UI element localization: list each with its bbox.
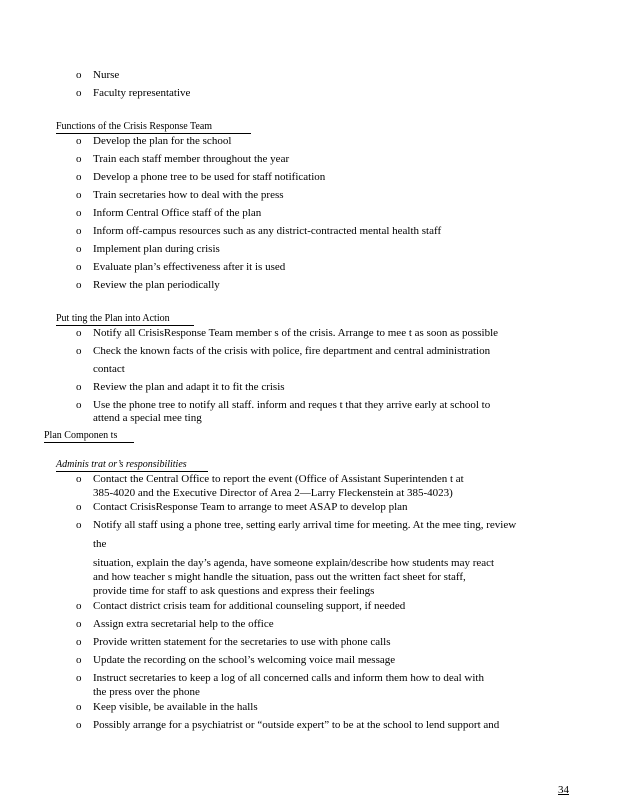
- list-item-text: Use the phone tree to notify all staff. inform and reques t that they arrive early at school to: [93, 399, 491, 411]
- bullet: o: [76, 225, 82, 237]
- bullet: o: [76, 279, 82, 291]
- bullet: o: [76, 473, 82, 485]
- bullet: o: [76, 519, 82, 531]
- bullet: o: [76, 636, 82, 648]
- list-item-text: Implement plan during crisis: [93, 243, 220, 255]
- list-item-text: Faculty representative: [93, 87, 191, 99]
- list-item-text: Keep visible, be available in the halls: [93, 701, 258, 713]
- section-heading-functions: Functions of the Crisis Response Team: [56, 121, 251, 134]
- bullet: o: [76, 345, 82, 357]
- bullet: o: [76, 135, 82, 147]
- bullet: o: [76, 381, 82, 393]
- bullet: o: [76, 243, 82, 255]
- bullet: o: [76, 69, 82, 81]
- bullet: o: [76, 153, 82, 165]
- page-number: 34: [558, 784, 569, 796]
- subsection-heading-admin: Adminis trat or’s responsibilities: [56, 459, 208, 472]
- bullet: o: [76, 189, 82, 201]
- list-item-text: 385-4020 and the Executive Director of Area 2—Larry Fleckenstein at 385-4023): [93, 487, 453, 499]
- list-item-text: the press over the phone: [93, 686, 200, 698]
- list-item-text: the: [93, 538, 107, 550]
- bullet: o: [76, 654, 82, 666]
- list-item-text: Update the recording on the school’s welcoming voice mail message: [93, 654, 396, 666]
- list-item-text: Develop the plan for the school: [93, 135, 232, 147]
- list-item-text: situation, explain the day’s agenda, have someone explain/describe how students may react: [93, 557, 495, 569]
- bullet: o: [76, 399, 82, 411]
- list-item-text: Notify all staff using a phone tree, setting early arrival time for meeting. At the mee ting, review: [93, 519, 517, 531]
- list-item-text: attend a special mee ting: [93, 412, 202, 424]
- list-item-text: Inform off-campus resources such as any district-contracted mental health staff: [93, 225, 442, 237]
- list-item-text: Contact district crisis team for additional counseling support, if needed: [93, 600, 406, 612]
- bullet: o: [76, 171, 82, 183]
- list-item-text: Check the known facts of the crisis with police, fire department and central administration: [93, 345, 491, 357]
- list-item-text: Nurse: [93, 69, 120, 81]
- list-item-text: Train secretaries how to deal with the press: [93, 189, 284, 201]
- list-item-text: Contact the Central Office to report the event (Office of Assistant Superintenden t at: [93, 473, 464, 485]
- bullet: o: [76, 261, 82, 273]
- bullet: o: [76, 701, 82, 713]
- list-item-text: contact: [93, 363, 125, 375]
- list-item-text: Assign extra secretarial help to the office: [93, 618, 274, 630]
- list-item-text: and how teacher s might handle the situation, pass out the written fact sheet for staff,: [93, 571, 466, 583]
- list-item-text: Provide written statement for the secretaries to use with phone calls: [93, 636, 391, 648]
- list-item-text: Review the plan periodically: [93, 279, 220, 291]
- list-item-text: provide time for staff to ask questions and express their feelings: [93, 585, 375, 597]
- list-item-text: Inform Central Office staff of the plan: [93, 207, 262, 219]
- list-item-text: Instruct secretaries to keep a log of all concerned calls and inform them how to deal with: [93, 672, 484, 684]
- list-item-text: Develop a phone tree to be used for staff notification: [93, 171, 326, 183]
- bullet: o: [76, 207, 82, 219]
- list-item-text: Contact CrisisResponse Team to arrange to meet ASAP to develop plan: [93, 501, 408, 513]
- list-item-text: Notify all CrisisResponse Team member s of the crisis. Arrange to mee t as soon as possible: [93, 327, 499, 339]
- list-item-text: Review the plan and adapt it to fit the crisis: [93, 381, 285, 393]
- bullet: o: [76, 501, 82, 513]
- section-heading-components: Plan Componen ts: [44, 430, 134, 443]
- list-item-text: Train each staff member throughout the year: [93, 153, 290, 165]
- bullet: o: [76, 327, 82, 339]
- bullet: o: [76, 618, 82, 630]
- bullet: o: [76, 672, 82, 684]
- list-item-text: Possibly arrange for a psychiatrist or “outside expert” to be at the school to lend support and: [93, 719, 500, 731]
- section-heading-putting: Put ting the Plan into Action: [56, 313, 194, 326]
- bullet: o: [76, 719, 82, 731]
- bullet: o: [76, 600, 82, 612]
- list-item-text: Evaluate plan’s effectiveness after it is used: [93, 261, 286, 273]
- bullet: o: [76, 87, 82, 99]
